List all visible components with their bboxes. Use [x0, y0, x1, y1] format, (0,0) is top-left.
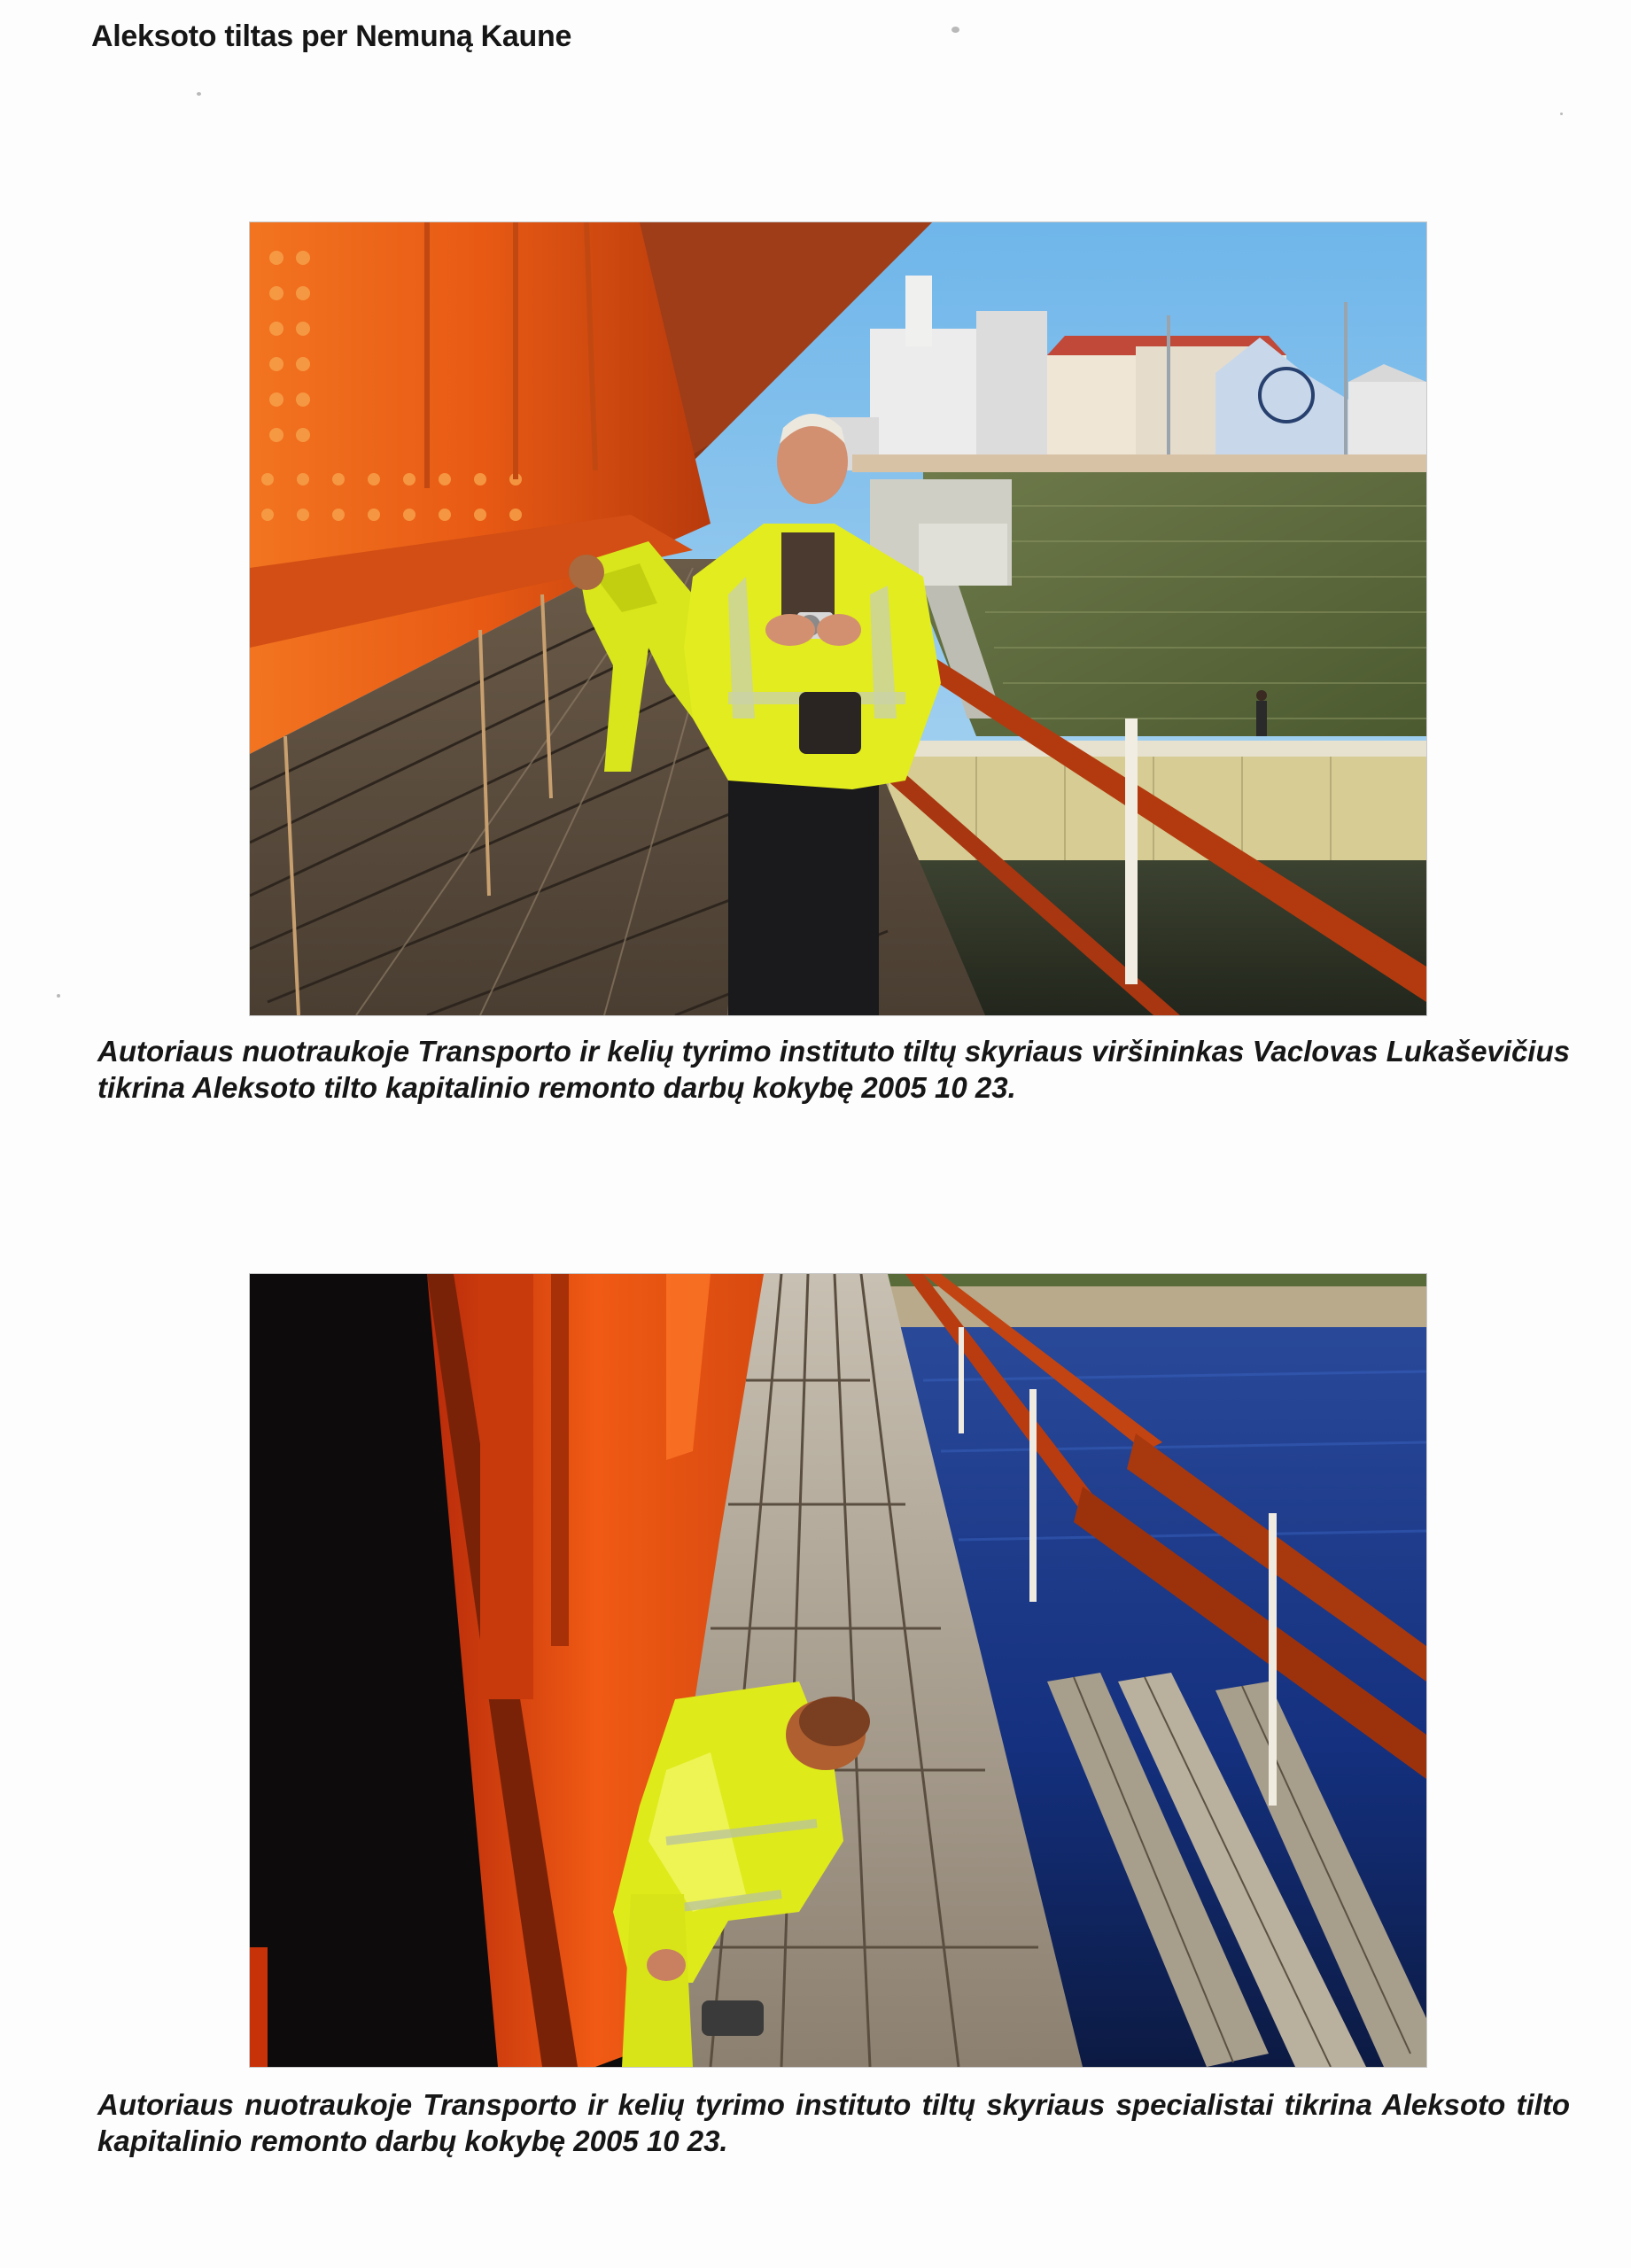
photo-caption: Autoriaus nuotraukoje Transporto ir kelių tyrimo instituto tiltų skyriaus specialistai tikrina Aleksoto tilto kapitalinio remonto darbų kokybę 2005 10 23.	[97, 2088, 1570, 2157]
scan-speck	[951, 27, 959, 33]
scan-speck	[197, 92, 201, 96]
scan-speck	[1560, 113, 1563, 115]
scan-speck	[57, 994, 60, 998]
photo-caption: Autoriaus nuotraukoje Transporto ir kelių tyrimo instituto tiltų skyriaus viršininkas Vaclovas Lukaševičius tikrina Aleksoto tilto kapitalinio remonto darbų kokybę 2005 10 23.	[97, 1035, 1570, 1104]
page-title: Aleksoto tiltas per Nemuną Kaune	[91, 19, 572, 53]
photo-bridge-inspector	[250, 222, 1426, 1015]
photo-bridge-specialists	[250, 1274, 1426, 2067]
